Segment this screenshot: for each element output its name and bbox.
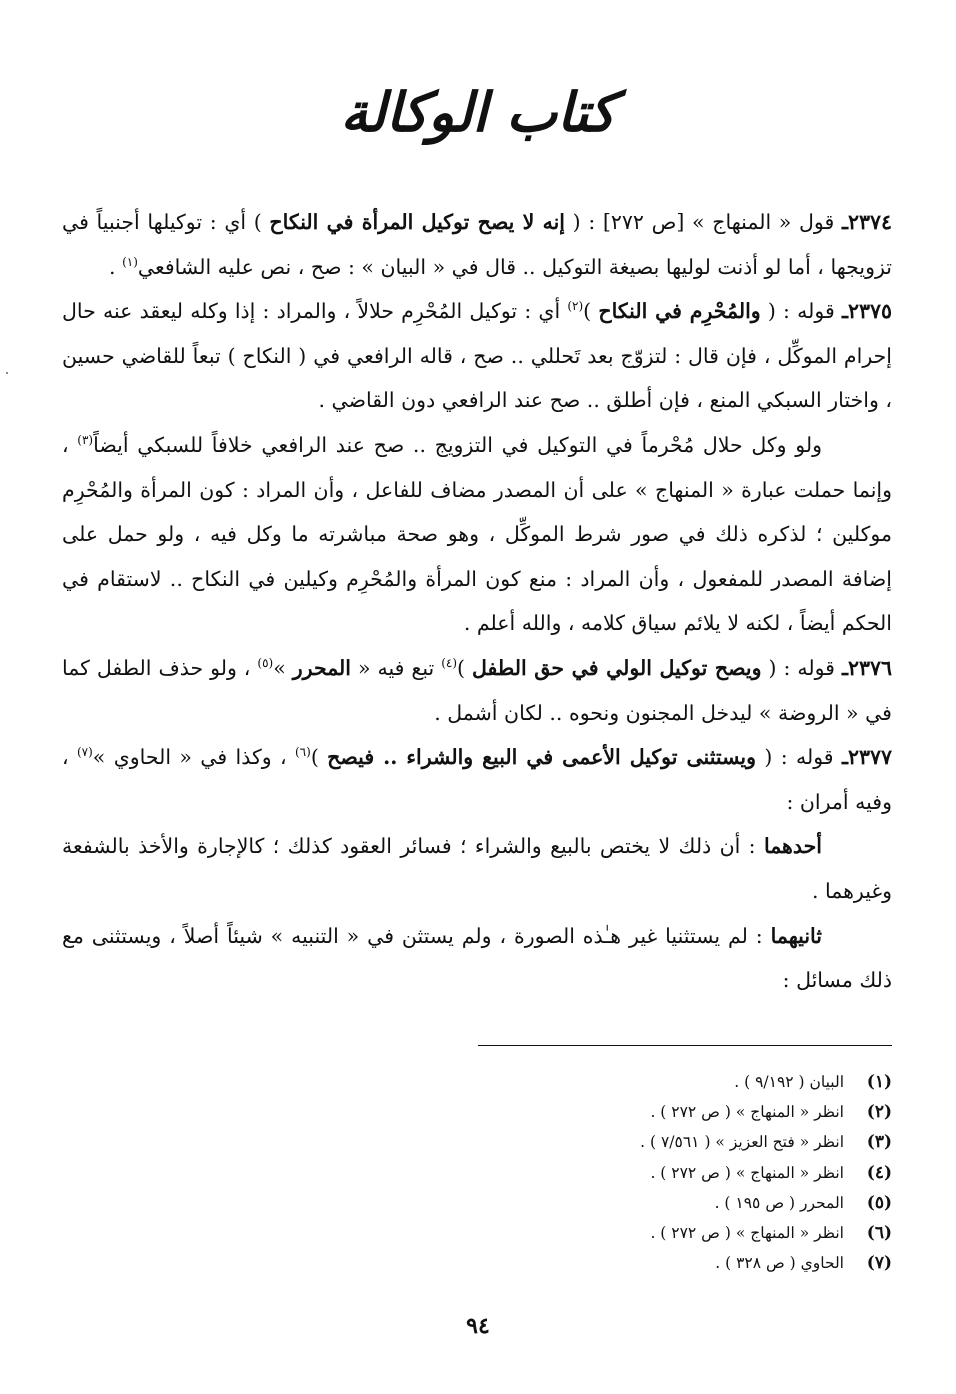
footnote-ref: (٦) (294, 745, 311, 760)
issue-number: ٢٣٧٥ـ (841, 299, 892, 324)
footnote-separator (478, 1045, 892, 1046)
text-run: ) (583, 299, 599, 324)
footnote (470, 1127, 892, 1157)
footnote-ref: (٢) (567, 299, 584, 314)
issue-number: ٢٣٧٧ـ (841, 745, 892, 770)
text-run: » (273, 655, 293, 680)
page-number: ٩٤ (466, 1313, 490, 1339)
issue-number: ٢٣٧٤ـ (841, 210, 893, 234)
footnotes-list (470, 1067, 892, 1278)
text-run: ) (457, 655, 472, 680)
quoted-text: ثانيهما (770, 923, 822, 948)
footnote (470, 1188, 892, 1218)
footnote-text: الحاوي ( ص ٣٢٨ ) . (715, 1254, 844, 1273)
footnote-ref: (٧) (76, 745, 93, 760)
text-run: : لم يستثنيا غير هـٰذه الصورة ، ولم يستثن في « التنبيه » شيئاً أصلاً ، ويستثنى مع ذلك مسائل : (62, 923, 892, 993)
text-run: قوله : ( (761, 655, 842, 680)
footnote (470, 1067, 892, 1097)
text-run: قوله : ( (760, 299, 842, 324)
text-run: ، وفيه أمران : (62, 745, 892, 814)
footnote-ref: (١) (122, 254, 138, 269)
footnote-ref: (٣) (77, 432, 94, 447)
footnote-number: (٦) (866, 1223, 892, 1244)
footnote (470, 1158, 892, 1188)
quoted-text: أحدهما (763, 834, 822, 859)
text-run: ) (310, 745, 328, 770)
text-run: تبع فيه « (351, 655, 442, 680)
footnote-ref: (٤) (441, 655, 458, 670)
footnote-number: (٢) (866, 1102, 892, 1123)
issue-number: ٢٣٧٦ـ (841, 655, 892, 680)
footnote-text: البيان ( ٩/١٩٢ ) . (734, 1073, 844, 1091)
text-run: قوله : ( (756, 745, 842, 770)
text-run: : أن ذلك لا يختص بالبيع والشراء ؛ فسائر العقود كذلك ؛ كالإجارة والأخذ بالشفعة وغيرهما . (62, 834, 892, 903)
footnote-text: انظر « فتح العزيز » ( ٧/٥٦١ ) . (640, 1133, 844, 1152)
footnote-text: انظر « المنهاج » ( ص ٢٧٢ ) . (650, 1163, 844, 1182)
footnote-text: المحرر ( ص ١٩٥ ) . (714, 1193, 844, 1212)
footnote (470, 1097, 892, 1127)
text-run: أي : توكيل المُحْرِم حلالاً ، والمراد : إذا وكله ليعقد عنه حال إحرام الموكِّل ، فإن قال : لتزوّج بعد تَحللي .. صح ، قاله الرافعي في ( النكاح ) تبعاً للقاضي حسين ، واختار السبكي المنع ، فإن أطلق .. صح عند الرافعي دون القاضي . (62, 299, 892, 413)
footnote-number: (٤) (866, 1162, 892, 1183)
paragraph (62, 423, 892, 646)
text-run: . (109, 254, 123, 279)
text-run: ، وكذا في « الحاوي » (92, 745, 295, 770)
footnote-ref: (٥) (257, 655, 274, 670)
text-run: قول « المنهاج » [ص ٢٧٢] : ( (565, 210, 842, 234)
paragraph (62, 824, 892, 913)
quoted-text: ويستثنى توكيل الأعمى في البيع والشراء .. فيصح (327, 745, 756, 770)
footnote-text: انظر « المنهاج » ( ص ٢٧٢ ) . (650, 1103, 844, 1122)
footnote-number: (٧) (866, 1253, 892, 1274)
footnote (470, 1248, 892, 1278)
text-run: ) أي : توكيلها أجنبياً في تزويجها ، أما لو أذنت لوليها بصيغة التوكيل .. قال في « البيان » : صح ، نص عليه الشافعي (62, 210, 892, 279)
scan-speck (6, 372, 8, 374)
footnote-number: (٣) (866, 1132, 892, 1153)
paragraph (62, 200, 892, 289)
quoted-text: والمُحْرِم في النكاح (598, 299, 761, 324)
chapter-title: كتاب الوكالة (340, 80, 616, 144)
text-run: ، ولو حذف الطفل كما في « الروضة » ليدخل المجنون ونحوه .. لكان أشمل . (62, 655, 892, 725)
paragraph (62, 735, 892, 824)
paragraph (62, 914, 892, 1003)
main-text (62, 200, 892, 1003)
footnote-number: (٥) (866, 1192, 892, 1213)
quoted-text: ويصح توكيل الولي في حق الطفل (472, 655, 762, 680)
text-run: ، وإنما حملت عبارة « المنهاج » على أن المصدر مضاف للفاعل ، وأن المراد : كون المرأة والمُحْرِم موكلين ؛ لذكره ذلك في صور شرط الموكِّل ، وهو صحة مباشرته ما وكل فيه ، ولو حمل على إضافة المصدر للمفعول ، وأن المراد : منع كون المرأة والمُحْرِم وكيلين في النكاح .. لاستقام في الحكم أيضاً ، لكنه لا يلائم سياق كلامه ، والله أعلم . (62, 432, 892, 636)
paragraph (62, 289, 892, 423)
text-run: ولو وكل حلال مُحْرماً في التوكيل في التزويج .. صح عند الرافعي خلافاً للسبكي أيضاً (93, 432, 822, 457)
quoted-text: المحرر (292, 655, 351, 680)
footnote-text: انظر « المنهاج » ( ص ٢٧٢ ) . (650, 1224, 844, 1243)
footnote (470, 1218, 892, 1248)
paragraph (62, 646, 892, 735)
quoted-text: إنه لا يصح توكيل المرأة في النكاح (269, 210, 565, 234)
footnote-number: (١) (866, 1072, 892, 1092)
